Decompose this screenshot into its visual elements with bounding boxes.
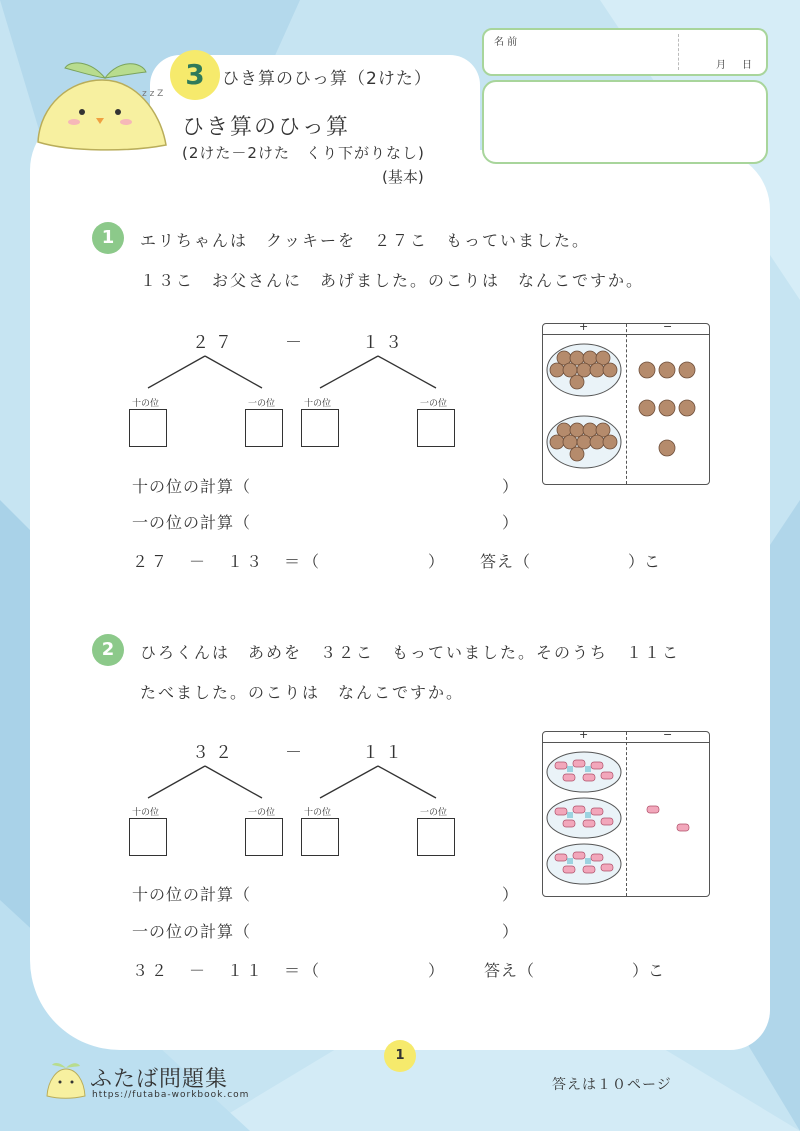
q1-picture-plus: +: [579, 320, 589, 333]
q1-right-number: １３: [362, 333, 408, 353]
q2-equation-close: ）: [428, 961, 445, 980]
header-title: ひき算のひっ算（2けた）: [222, 69, 432, 89]
name-label: 名 前: [494, 37, 518, 48]
q2-decomposition-lines: [140, 762, 450, 802]
q1-answer-label: 答え（: [480, 552, 532, 571]
q1-picture-minus: −: [663, 320, 673, 333]
q2-left-tens-box[interactable]: [129, 818, 167, 856]
brand-logo-text: ふたば問題集: [90, 1067, 229, 1092]
q1-left-ones-box[interactable]: [245, 409, 283, 447]
q1-right-ones-label: 一の位: [420, 399, 448, 409]
q1-left-tens-box[interactable]: [129, 409, 167, 447]
logo-chick-icon: [44, 1060, 88, 1100]
q1-right-tens-box[interactable]: [301, 409, 339, 447]
worksheet-number-badge: 3: [170, 50, 220, 100]
svg-text:z z Z: z z Z: [142, 89, 164, 99]
question-number-2: 2: [92, 634, 124, 666]
q2-right-tens-label: 十の位: [304, 808, 332, 818]
q1-left-ones-label: 一の位: [248, 399, 276, 409]
question-1-text-line1: エリちゃんは クッキーを ２７こ もっていました。: [140, 231, 591, 250]
q2-minus-sign: －: [285, 743, 308, 763]
q2-left-ones-box[interactable]: [245, 818, 283, 856]
q2-picture-plus: +: [579, 728, 589, 741]
q2-candy-plates: [543, 744, 709, 894]
brand-url[interactable]: https://futaba-workbook.com: [92, 1090, 250, 1100]
q2-answer-unit: ）こ: [632, 961, 665, 980]
answer-page-note: 答えは１０ページ: [552, 1077, 672, 1093]
score-field[interactable]: [482, 80, 768, 164]
q1-equation: ２７ － １３ ＝（: [132, 552, 323, 571]
q1-tens-calculation-input[interactable]: [272, 470, 496, 494]
q1-right-ones-box[interactable]: [417, 409, 455, 447]
day-label: 日: [742, 60, 752, 71]
q2-candy-picture: [542, 728, 710, 897]
q1-answer-unit: ）こ: [628, 552, 661, 571]
name-date-divider: [678, 34, 679, 70]
q1-equation-input[interactable]: [320, 545, 424, 569]
q1-minus-sign: －: [285, 333, 308, 353]
page-number: 1: [384, 1040, 416, 1072]
difficulty-level: (基本): [382, 168, 424, 186]
q1-cookie-plates: [543, 336, 709, 482]
question-2-text-line2: たべました。のこりは なんこですか。: [140, 683, 465, 702]
q2-right-number: １１: [362, 743, 408, 763]
q2-ones-calculation-label: 一の位の計算（: [132, 922, 252, 941]
month-label: 月: [716, 60, 726, 71]
q1-equation-close: ）: [428, 552, 445, 571]
q2-equation-input[interactable]: [320, 954, 424, 978]
q2-ones-calculation-close: ）: [502, 922, 519, 941]
q2-left-number: ３２: [192, 743, 238, 763]
q1-cookie-picture: [542, 320, 710, 485]
q2-answer-label: 答え（: [484, 961, 536, 980]
q2-ones-calculation-input[interactable]: [272, 915, 496, 939]
q1-left-tens-label: 十の位: [132, 399, 160, 409]
page-title: ひき算のひっ算: [182, 115, 351, 140]
q2-answer-input[interactable]: [544, 954, 628, 978]
q2-tens-calculation-label: 十の位の計算（: [132, 885, 252, 904]
page-subtitle: (2けた－2けた くり下がりなし): [182, 144, 425, 162]
q2-left-tens-label: 十の位: [132, 808, 160, 818]
q2-tens-calculation-input[interactable]: [272, 878, 496, 902]
q2-left-ones-label: 一の位: [248, 808, 276, 818]
q1-ones-calculation-label: 一の位の計算（: [132, 513, 252, 532]
q1-left-number: ２７: [192, 333, 238, 353]
q1-right-tens-label: 十の位: [304, 399, 332, 409]
q2-equation: ３２ － １１ ＝（: [132, 961, 323, 980]
question-number-1: 1: [92, 222, 124, 254]
name-date-field[interactable]: [482, 28, 768, 76]
question-1-text-line2: １３こ お父さんに あげました。のこりは なんこですか。: [140, 271, 645, 290]
q2-right-ones-label: 一の位: [420, 808, 448, 818]
q2-picture-minus: −: [663, 728, 673, 741]
q1-tens-calculation-label: 十の位の計算（: [132, 477, 252, 496]
question-2-text-line1: ひろくんは あめを ３２こ もっていました。そのうち １１こ: [140, 643, 681, 662]
q1-tens-calculation-close: ）: [502, 477, 519, 496]
q2-right-tens-box[interactable]: [301, 818, 339, 856]
q2-right-ones-box[interactable]: [417, 818, 455, 856]
q1-answer-input[interactable]: [540, 545, 624, 569]
q2-tens-calculation-close: ）: [502, 885, 519, 904]
mascot-chick-illustration: [30, 50, 180, 160]
q1-ones-calculation-input[interactable]: [272, 506, 496, 530]
q1-ones-calculation-close: ）: [502, 513, 519, 532]
q1-decomposition-lines: [140, 352, 450, 392]
